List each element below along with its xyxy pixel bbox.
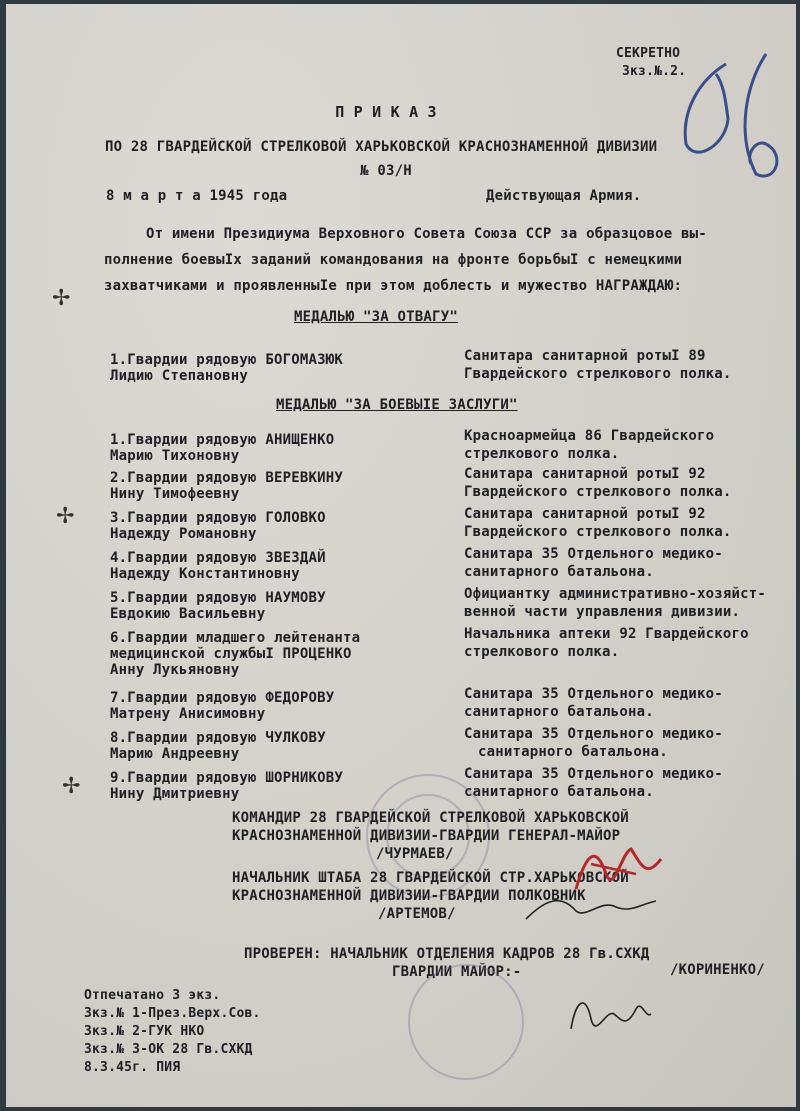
awardee-position: Санитара 35 Отдельного медико-: [464, 546, 723, 562]
awardee-name: 5.Гвардии рядовую НАУМОВУ: [110, 590, 326, 606]
awardee-position: Санитара 35 Отдельного медико-: [464, 686, 723, 702]
preamble-line: захватчиками и проявленныIе при этом доблесть и мужество НАГРАЖДАЮ:: [104, 278, 683, 294]
awardee-name: 3.Гвардии рядовую ГОЛОВКО: [110, 510, 326, 526]
order-date: 8 м а р т а 1945 года: [106, 188, 288, 204]
awardee-position: санитарного батальона.: [478, 744, 668, 760]
distribution-line: Отпечатано 3 экз.: [84, 988, 221, 1003]
distribution-line: 3кз.№ 1-През.Верх.Сов.: [84, 1006, 261, 1021]
awardee-position: Официантку административно-хозяйст-: [464, 586, 767, 602]
chief-of-staff-title: КРАСНОЗНАМЕННОЙ ДИВИЗИИ-ГВАРДИИ ПОЛКОВНИК: [232, 888, 586, 904]
awardee-name: Анну Лукьяновну: [110, 662, 240, 678]
awardee-name: Надежду Романовну: [110, 526, 257, 542]
verified-line: ПРОВЕРЕН: НАЧАЛЬНИК ОТДЕЛЕНИЯ КАДРОВ 28 Гв.СХКД: [244, 946, 650, 962]
chief-of-staff-title: НАЧАЛЬНИК ШТАБА 28 ГВАРДЕЙСКОЙ СТР.ХАРЬКОВСКОЙ: [232, 870, 629, 886]
awardee-name: Лидию Степановну: [110, 368, 249, 384]
awardee-name: 7.Гвардии рядовую ФЕДОРОВУ: [110, 690, 335, 706]
awardee-position: Санитара санитарной ротыI 92: [464, 506, 706, 522]
awardee-position: Красноармейца 86 Гвардейского: [464, 428, 715, 444]
preamble-line: От имени Президиума Верховного Совета Союза ССР за образцовое вы-: [146, 226, 707, 242]
medal-heading-courage: МЕДАЛЬЮ "ЗА ОТВАГУ": [294, 309, 458, 325]
awardee-name: 1.Гвардии рядовую АНИЩЕНКО: [110, 432, 335, 448]
distribution-line: 8.3.45г. ПИЯ: [84, 1060, 181, 1075]
awardee-name: 9.Гвардии рядовую ШОРНИКОВУ: [110, 770, 343, 786]
distribution-line: 3кз.№ 3-ОК 28 Гв.СХКД: [84, 1042, 253, 1057]
order-title: П Р И К А З: [335, 103, 437, 121]
pin-hole-mark: ✢: [56, 504, 75, 529]
awardee-position: Санитара санитарной ротыI 89: [464, 348, 706, 364]
awardee-position: санитарного батальона.: [464, 784, 654, 800]
awardee-position: стрелкового полка.: [464, 446, 620, 462]
ink-signature: [521, 889, 661, 929]
medal-heading-merit: МЕДАЛЬЮ "ЗА БОЕВЫIЕ ЗАСЛУГИ": [276, 397, 518, 413]
awardee-name: Марию Андреевну: [110, 746, 240, 762]
awardee-name: Евдокию Васильевну: [110, 606, 266, 622]
handwritten-signature: [566, 989, 656, 1049]
pin-hole-mark: ✢: [52, 286, 71, 311]
awardee-name: Марию Тихоновну: [110, 448, 240, 464]
awardee-position: Гвардейского стрелкового полка.: [464, 366, 732, 382]
copy-number: 3кз.№.2.: [622, 64, 687, 79]
faded-seal: [408, 964, 524, 1080]
order-number: № 03/Н: [360, 163, 412, 179]
commander-title: КРАСНОЗНАМЕННОЙ ДИВИЗИИ-ГВАРДИИ ГЕНЕРАЛ-МАЙОР: [232, 828, 621, 844]
awardee-position: Санитара 35 Отдельного медико-: [464, 766, 723, 782]
awardee-name: 1.Гвардии рядовую БОГОМАЗЮК: [110, 352, 343, 368]
awardee-name: 6.Гвардии младшего лейтенанта: [110, 630, 361, 646]
awardee-position: санитарного батальона.: [464, 704, 654, 720]
awardee-name: 4.Гвардии рядовую ЗВЕЗДАЙ: [110, 550, 326, 566]
pin-hole-mark: ✢: [62, 774, 81, 799]
awardee-name: 8.Гвардии рядовую ЧУЛКОВУ: [110, 730, 326, 746]
preamble-line: полнение боевыIх заданий командования на фронте борьбыI с немецкими: [104, 252, 683, 268]
awardee-position: Гвардейского стрелкового полка.: [464, 484, 732, 500]
verified-rank: ГВАРДИИ МАЙОР:-: [392, 964, 522, 980]
chief-of-staff-name: /АРТЕМОВ/: [378, 906, 456, 922]
awardee-position: Начальника аптеки 92 Гвардейского: [464, 626, 749, 642]
awardee-name: Надежду Константиновну: [110, 566, 300, 582]
awardee-position: венной части управления дивизии.: [464, 604, 741, 620]
distribution-line: 3кз.№ 2-ГУК НКО: [84, 1024, 205, 1039]
awardee-name: 2.Гвардии рядовую ВЕРЕВКИНУ: [110, 470, 343, 486]
awardee-name: Нину Дмитриевну: [110, 786, 240, 802]
awardee-position: Санитара 35 Отдельного медико-: [464, 726, 723, 742]
awardee-name: медицинской службыI ПРОЦЕНКО: [110, 646, 352, 662]
order-place: Действующая Армия.: [486, 188, 642, 204]
awardee-position: Гвардейского стрелкового полка.: [464, 524, 732, 540]
commander-name: /ЧУРМАЕВ/: [376, 846, 454, 862]
awardee-position: стрелкового полка.: [464, 644, 620, 660]
awardee-position: Санитара санитарной ротыI 92: [464, 466, 706, 482]
commander-title: КОМАНДИР 28 ГВАРДЕЙСКОЙ СТРЕЛКОВОЙ ХАРЬКОВСКОЙ: [232, 810, 629, 826]
document-sheet: [6, 4, 796, 1107]
awardee-name: Нину Тимофеевну: [110, 486, 240, 502]
division-name: ПО 28 ГВАРДЕЙСКОЙ СТРЕЛКОВОЙ ХАРЬКОВСКОЙ КРАСНОЗНАМЕННОЙ ДИВИЗИИ: [105, 139, 658, 155]
verified-name: /КОРИНЕНКО/: [670, 962, 765, 978]
secret-mark: СЕКРЕТНО: [616, 46, 681, 61]
awardee-position: санитарного батальона.: [464, 564, 654, 580]
awardee-name: Матрену Анисимовну: [110, 706, 266, 722]
